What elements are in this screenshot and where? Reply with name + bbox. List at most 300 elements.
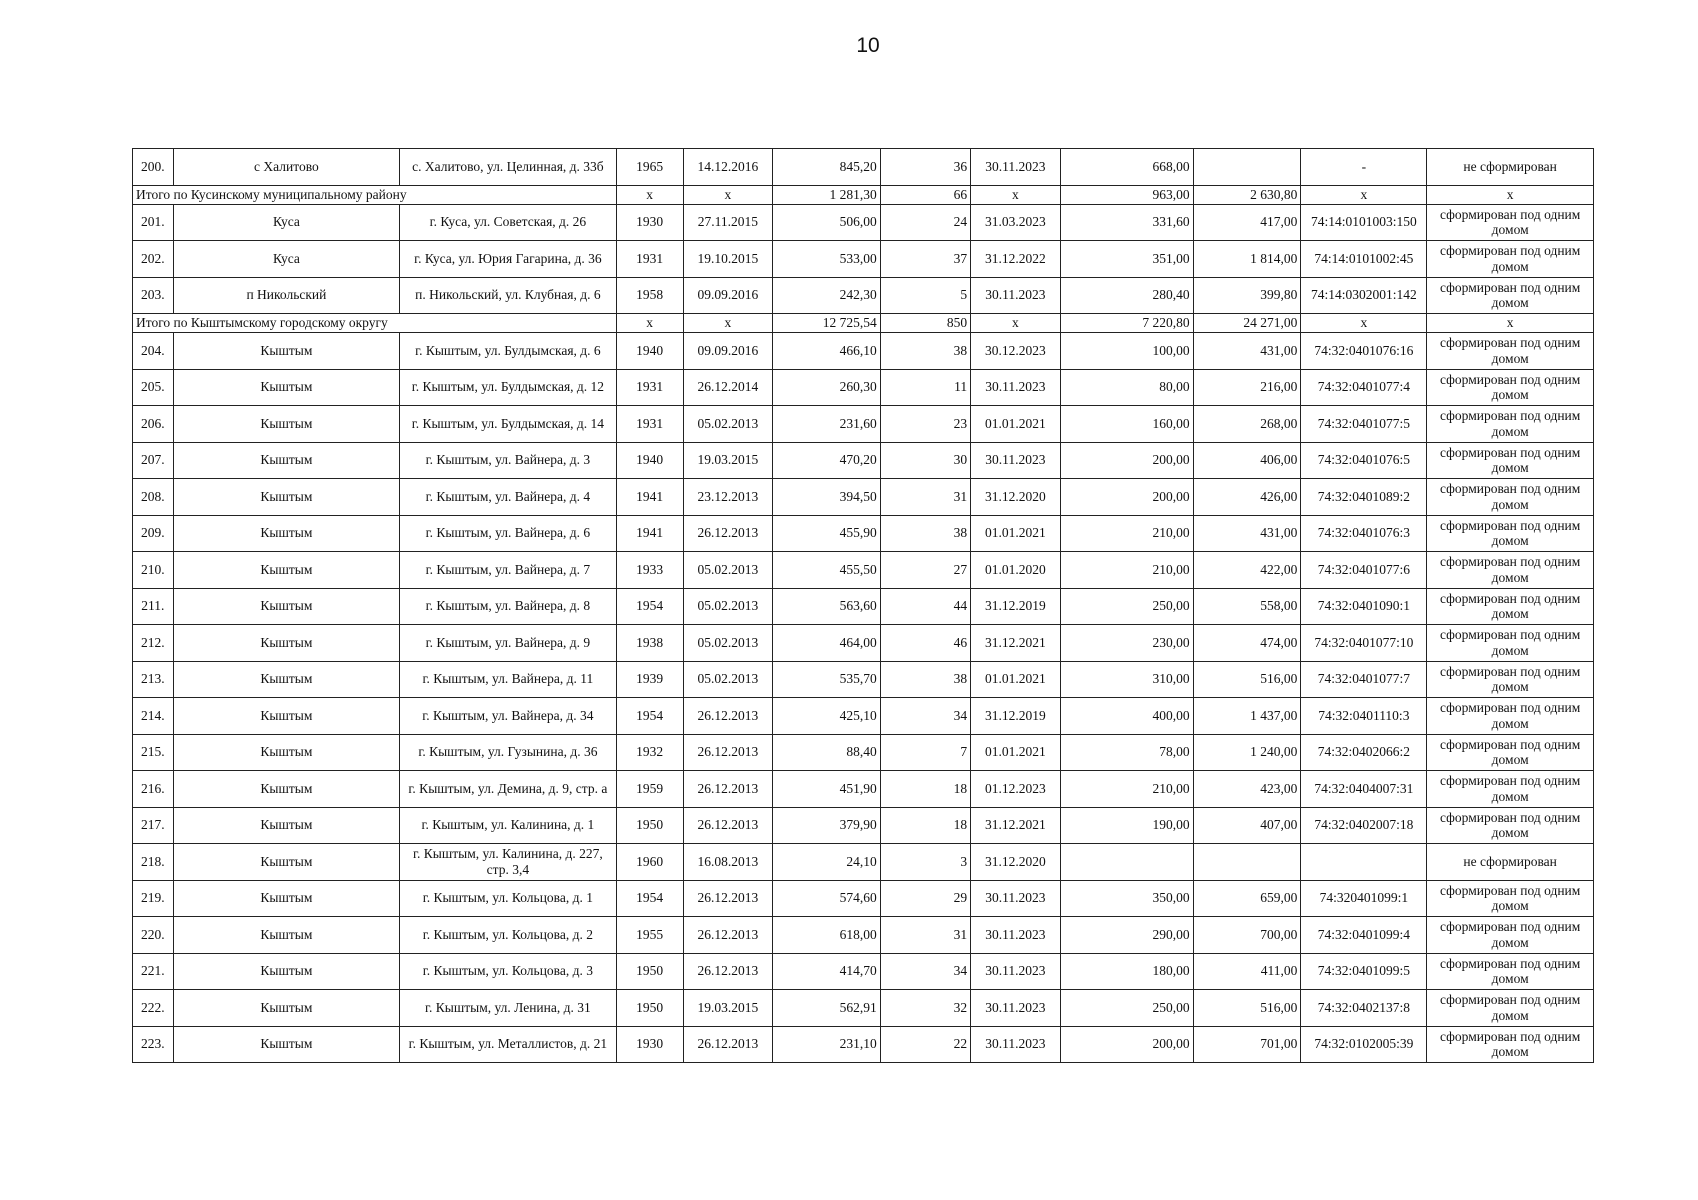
cell-year: 1941 bbox=[616, 479, 683, 516]
cell-year: 1932 bbox=[616, 734, 683, 771]
cell-year: 1950 bbox=[616, 807, 683, 844]
cell-year: 1959 bbox=[616, 771, 683, 808]
cell-area: 845,20 bbox=[773, 149, 881, 186]
cell-residents: 32 bbox=[880, 990, 970, 1027]
cell-deadline: 31.12.2021 bbox=[971, 807, 1060, 844]
cell-residents: 44 bbox=[880, 588, 970, 625]
cell-value-1: 180,00 bbox=[1060, 953, 1193, 990]
cell-date: 16.08.2013 bbox=[683, 844, 772, 881]
cell-residents: 38 bbox=[880, 333, 970, 370]
cell-deadline: 01.01.2020 bbox=[971, 552, 1060, 589]
cell-number: 219. bbox=[133, 880, 174, 917]
cell-number: 208. bbox=[133, 479, 174, 516]
cell-cadastral: 74:32:0401090:1 bbox=[1301, 588, 1427, 625]
cell-value-1: 280,40 bbox=[1060, 277, 1193, 314]
cell-year: 1940 bbox=[616, 442, 683, 479]
cell-date: 26.12.2013 bbox=[683, 807, 772, 844]
cell-cadastral: 74:32:0402007:18 bbox=[1301, 807, 1427, 844]
cell-status: сформирован под одним домом bbox=[1427, 698, 1594, 735]
table-row bbox=[133, 917, 1594, 954]
cell-number: 222. bbox=[133, 990, 174, 1027]
cell-year: 1930 bbox=[616, 1026, 683, 1063]
cell-value-1: 250,00 bbox=[1060, 990, 1193, 1027]
cell-value-1: 310,00 bbox=[1060, 661, 1193, 698]
cell-number: 215. bbox=[133, 734, 174, 771]
cell-deadline: 31.12.2022 bbox=[971, 241, 1060, 278]
cell-settlement: Кыштым bbox=[173, 515, 400, 552]
cell-value-1: 7 220,80 bbox=[1060, 314, 1193, 333]
cell-cadastral: 74:32:0102005:39 bbox=[1301, 1026, 1427, 1063]
cell-settlement: Кыштым bbox=[173, 807, 400, 844]
cell-value-2: 659,00 bbox=[1193, 880, 1301, 917]
cell-area: 414,70 bbox=[773, 953, 881, 990]
cell-area: 231,60 bbox=[773, 406, 881, 443]
table-row bbox=[133, 369, 1594, 406]
cell-year: 1955 bbox=[616, 917, 683, 954]
cell-settlement: п Никольский bbox=[173, 277, 400, 314]
cell-area: 1 281,30 bbox=[773, 185, 881, 204]
cell-status: сформирован под одним домом bbox=[1427, 953, 1594, 990]
cell-deadline: 31.12.2020 bbox=[971, 844, 1060, 881]
cell-date: 26.12.2014 bbox=[683, 369, 772, 406]
cell-number: 217. bbox=[133, 807, 174, 844]
cell-residents: 66 bbox=[880, 185, 970, 204]
cell-number: 204. bbox=[133, 333, 174, 370]
cell-cadastral: 74:14:0302001:142 bbox=[1301, 277, 1427, 314]
cell-status: сформирован под одним домом bbox=[1427, 990, 1594, 1027]
cell-status: сформирован под одним домом bbox=[1427, 588, 1594, 625]
cell-value-2: 268,00 bbox=[1193, 406, 1301, 443]
cell-date: 05.02.2013 bbox=[683, 625, 772, 662]
cell-cadastral: 74:32:0404007:31 bbox=[1301, 771, 1427, 808]
cell-date: 27.11.2015 bbox=[683, 204, 772, 241]
cell-year: 1938 bbox=[616, 625, 683, 662]
cell-date: 26.12.2013 bbox=[683, 953, 772, 990]
cell-settlement: Кыштым bbox=[173, 990, 400, 1027]
cell-value-1: 230,00 bbox=[1060, 625, 1193, 662]
cell-status: сформирован под одним домом bbox=[1427, 515, 1594, 552]
cell-settlement: Кыштым bbox=[173, 552, 400, 589]
cell-cadastral: 74:32:0401076:16 bbox=[1301, 333, 1427, 370]
cell-year: 1954 bbox=[616, 880, 683, 917]
table-row bbox=[133, 844, 1594, 881]
cell-deadline: 01.12.2023 bbox=[971, 771, 1060, 808]
cell-date: 14.12.2016 bbox=[683, 149, 772, 186]
cell-cadastral: - bbox=[1301, 149, 1427, 186]
cell-area: 535,70 bbox=[773, 661, 881, 698]
housing-register-table bbox=[132, 148, 1594, 1063]
cell-value-2: 474,00 bbox=[1193, 625, 1301, 662]
cell-value-2: 407,00 bbox=[1193, 807, 1301, 844]
cell-status: сформирован под одним домом bbox=[1427, 277, 1594, 314]
cell-status: сформирован под одним домом bbox=[1427, 734, 1594, 771]
cell-year: 1958 bbox=[616, 277, 683, 314]
cell-value-1: 350,00 bbox=[1060, 880, 1193, 917]
cell-number: 213. bbox=[133, 661, 174, 698]
cell-deadline: 30.12.2023 bbox=[971, 333, 1060, 370]
cell-area: 24,10 bbox=[773, 844, 881, 881]
cell-area: 574,60 bbox=[773, 880, 881, 917]
cell-number: 220. bbox=[133, 917, 174, 954]
cell-status: сформирован под одним домом bbox=[1427, 406, 1594, 443]
cell-value-2: 1 437,00 bbox=[1193, 698, 1301, 735]
cell-status: сформирован под одним домом bbox=[1427, 661, 1594, 698]
table-row bbox=[133, 333, 1594, 370]
cell-number: 205. bbox=[133, 369, 174, 406]
cell-value-2 bbox=[1193, 844, 1301, 881]
cell-date: 09.09.2016 bbox=[683, 277, 772, 314]
cell-cadastral: 74:32:0402137:8 bbox=[1301, 990, 1427, 1027]
cell-number: 221. bbox=[133, 953, 174, 990]
cell-residents: 27 bbox=[880, 552, 970, 589]
cell-settlement: Кыштым bbox=[173, 953, 400, 990]
cell-settlement: Кыштым bbox=[173, 698, 400, 735]
cell-residents: 18 bbox=[880, 771, 970, 808]
cell-area: 12 725,54 bbox=[773, 314, 881, 333]
cell-deadline: 01.01.2021 bbox=[971, 406, 1060, 443]
total-row bbox=[133, 185, 1594, 204]
cell-value-2: 701,00 bbox=[1193, 1026, 1301, 1063]
cell-status: сформирован под одним домом bbox=[1427, 369, 1594, 406]
cell-number: 216. bbox=[133, 771, 174, 808]
cell-status: сформирован под одним домом bbox=[1427, 204, 1594, 241]
cell-date: 26.12.2013 bbox=[683, 698, 772, 735]
table-row bbox=[133, 990, 1594, 1027]
cell-value-1: 190,00 bbox=[1060, 807, 1193, 844]
cell-date: 05.02.2013 bbox=[683, 406, 772, 443]
cell-value-1: 351,00 bbox=[1060, 241, 1193, 278]
cell-number: 200. bbox=[133, 149, 174, 186]
cell-address: п. Никольский, ул. Клубная, д. 6 bbox=[400, 277, 616, 314]
cell-date: x bbox=[683, 314, 772, 333]
cell-date: x bbox=[683, 185, 772, 204]
cell-value-2: 411,00 bbox=[1193, 953, 1301, 990]
cell-value-1: 210,00 bbox=[1060, 552, 1193, 589]
cell-area: 562,91 bbox=[773, 990, 881, 1027]
cell-area: 455,90 bbox=[773, 515, 881, 552]
cell-year: 1930 bbox=[616, 204, 683, 241]
cell-address: г. Кыштым, ул. Демина, д. 9, стр. а bbox=[400, 771, 616, 808]
cell-value-2: 423,00 bbox=[1193, 771, 1301, 808]
cell-residents: 37 bbox=[880, 241, 970, 278]
cell-value-1: 668,00 bbox=[1060, 149, 1193, 186]
cell-area: 506,00 bbox=[773, 204, 881, 241]
cell-year: 1950 bbox=[616, 953, 683, 990]
table-row bbox=[133, 515, 1594, 552]
cell-value-2: 417,00 bbox=[1193, 204, 1301, 241]
cell-settlement: Кыштым bbox=[173, 625, 400, 662]
cell-settlement: Кыштым bbox=[173, 771, 400, 808]
cell-settlement: Кыштым bbox=[173, 917, 400, 954]
cell-date: 19.03.2015 bbox=[683, 990, 772, 1027]
cell-status: сформирован под одним домом bbox=[1427, 625, 1594, 662]
table-row bbox=[133, 807, 1594, 844]
cell-number: 207. bbox=[133, 442, 174, 479]
cell-address: г. Кыштым, ул. Кольцова, д. 3 bbox=[400, 953, 616, 990]
cell-date: 26.12.2013 bbox=[683, 917, 772, 954]
cell-number: 212. bbox=[133, 625, 174, 662]
cell-status: сформирован под одним домом bbox=[1427, 241, 1594, 278]
cell-deadline: 30.11.2023 bbox=[971, 953, 1060, 990]
cell-address: г. Кыштым, ул. Вайнера, д. 8 bbox=[400, 588, 616, 625]
cell-cadastral: 74:32:0401077:7 bbox=[1301, 661, 1427, 698]
cell-cadastral: 74:14:0101002:45 bbox=[1301, 241, 1427, 278]
table-row bbox=[133, 588, 1594, 625]
cell-area: 464,00 bbox=[773, 625, 881, 662]
cell-deadline: 30.11.2023 bbox=[971, 917, 1060, 954]
cell-status: сформирован под одним домом bbox=[1427, 880, 1594, 917]
table-row bbox=[133, 241, 1594, 278]
table-row bbox=[133, 953, 1594, 990]
cell-settlement: Кыштым bbox=[173, 844, 400, 881]
cell-cadastral: 74:320401099:1 bbox=[1301, 880, 1427, 917]
cell-deadline: 31.03.2023 bbox=[971, 204, 1060, 241]
cell-residents: 5 bbox=[880, 277, 970, 314]
cell-year: 1965 bbox=[616, 149, 683, 186]
table-row bbox=[133, 661, 1594, 698]
cell-cadastral: 74:32:0401076:3 bbox=[1301, 515, 1427, 552]
cell-status: сформирован под одним домом bbox=[1427, 333, 1594, 370]
cell-value-2: 216,00 bbox=[1193, 369, 1301, 406]
cell-value-1: 200,00 bbox=[1060, 1026, 1193, 1063]
table-row bbox=[133, 552, 1594, 589]
cell-value-2: 422,00 bbox=[1193, 552, 1301, 589]
cell-value-1: 210,00 bbox=[1060, 771, 1193, 808]
cell-value-1: 200,00 bbox=[1060, 479, 1193, 516]
cell-residents: 18 bbox=[880, 807, 970, 844]
cell-number: 214. bbox=[133, 698, 174, 735]
cell-status: x bbox=[1427, 185, 1594, 204]
cell-residents: 34 bbox=[880, 953, 970, 990]
cell-deadline: 31.12.2019 bbox=[971, 588, 1060, 625]
table-row bbox=[133, 734, 1594, 771]
cell-date: 26.12.2013 bbox=[683, 734, 772, 771]
cell-value-2 bbox=[1193, 149, 1301, 186]
cell-settlement: Кыштым bbox=[173, 369, 400, 406]
cell-number: 218. bbox=[133, 844, 174, 881]
cell-area: 242,30 bbox=[773, 277, 881, 314]
table-row bbox=[133, 406, 1594, 443]
cell-value-1 bbox=[1060, 844, 1193, 881]
cell-settlement: Кыштым bbox=[173, 479, 400, 516]
cell-cadastral: 74:32:0401099:4 bbox=[1301, 917, 1427, 954]
cell-address: г. Куса, ул. Советская, д. 26 bbox=[400, 204, 616, 241]
cell-value-2: 24 271,00 bbox=[1193, 314, 1301, 333]
cell-residents: 7 bbox=[880, 734, 970, 771]
cell-date: 23.12.2013 bbox=[683, 479, 772, 516]
cell-deadline: 31.12.2020 bbox=[971, 479, 1060, 516]
table-row bbox=[133, 771, 1594, 808]
cell-settlement: Куса bbox=[173, 241, 400, 278]
cell-address: г. Кыштым, ул. Кольцова, д. 1 bbox=[400, 880, 616, 917]
cell-area: 88,40 bbox=[773, 734, 881, 771]
cell-cadastral bbox=[1301, 844, 1427, 881]
cell-year: 1933 bbox=[616, 552, 683, 589]
cell-deadline: x bbox=[971, 314, 1060, 333]
cell-year: 1960 bbox=[616, 844, 683, 881]
cell-date: 26.12.2013 bbox=[683, 515, 772, 552]
cell-status: не сформирован bbox=[1427, 844, 1594, 881]
cell-year: x bbox=[616, 314, 683, 333]
cell-date: 09.09.2016 bbox=[683, 333, 772, 370]
cell-value-1: 200,00 bbox=[1060, 442, 1193, 479]
cell-value-2: 1 240,00 bbox=[1193, 734, 1301, 771]
table-row bbox=[133, 204, 1594, 241]
cell-residents: 34 bbox=[880, 698, 970, 735]
cell-address: г. Кыштым, ул. Вайнера, д. 11 bbox=[400, 661, 616, 698]
cell-value-1: 400,00 bbox=[1060, 698, 1193, 735]
cell-area: 425,10 bbox=[773, 698, 881, 735]
cell-cadastral: x bbox=[1301, 185, 1427, 204]
cell-cadastral: 74:32:0401110:3 bbox=[1301, 698, 1427, 735]
cell-residents: 31 bbox=[880, 479, 970, 516]
cell-year: 1954 bbox=[616, 698, 683, 735]
cell-cadastral: 74:32:0401099:5 bbox=[1301, 953, 1427, 990]
table-row bbox=[133, 1026, 1594, 1063]
cell-date: 26.12.2013 bbox=[683, 880, 772, 917]
cell-value-2: 426,00 bbox=[1193, 479, 1301, 516]
cell-year: x bbox=[616, 185, 683, 204]
cell-residents: 29 bbox=[880, 880, 970, 917]
cell-area: 470,20 bbox=[773, 442, 881, 479]
cell-status: сформирован под одним домом bbox=[1427, 479, 1594, 516]
cell-residents: 36 bbox=[880, 149, 970, 186]
cell-address: г. Кыштым, ул. Вайнера, д. 3 bbox=[400, 442, 616, 479]
cell-area: 533,00 bbox=[773, 241, 881, 278]
cell-status: сформирован под одним домом bbox=[1427, 771, 1594, 808]
cell-residents: 46 bbox=[880, 625, 970, 662]
cell-value-2: 399,80 bbox=[1193, 277, 1301, 314]
cell-value-2: 558,00 bbox=[1193, 588, 1301, 625]
table-row bbox=[133, 149, 1594, 186]
cell-deadline: 30.11.2023 bbox=[971, 369, 1060, 406]
cell-status: сформирован под одним домом bbox=[1427, 917, 1594, 954]
cell-area: 451,90 bbox=[773, 771, 881, 808]
cell-address: с. Халитово, ул. Целинная, д. 33б bbox=[400, 149, 616, 186]
cell-area: 260,30 bbox=[773, 369, 881, 406]
cell-value-1: 250,00 bbox=[1060, 588, 1193, 625]
cell-residents: 38 bbox=[880, 661, 970, 698]
cell-year: 1954 bbox=[616, 588, 683, 625]
cell-area: 563,60 bbox=[773, 588, 881, 625]
cell-address: г. Кыштым, ул. Гузынина, д. 36 bbox=[400, 734, 616, 771]
cell-area: 379,90 bbox=[773, 807, 881, 844]
cell-value-1: 80,00 bbox=[1060, 369, 1193, 406]
cell-address: г. Кыштым, ул. Вайнера, д. 6 bbox=[400, 515, 616, 552]
table-row bbox=[133, 277, 1594, 314]
cell-address: г. Кыштым, ул. Булдымская, д. 14 bbox=[400, 406, 616, 443]
cell-year: 1941 bbox=[616, 515, 683, 552]
cell-cadastral: 74:32:0401077:4 bbox=[1301, 369, 1427, 406]
cell-settlement: Куса bbox=[173, 204, 400, 241]
cell-address: г. Кыштым, ул. Калинина, д. 1 bbox=[400, 807, 616, 844]
cell-status: сформирован под одним домом bbox=[1427, 442, 1594, 479]
cell-address: г. Кыштым, ул. Вайнера, д. 9 bbox=[400, 625, 616, 662]
cell-address: г. Кыштым, ул. Калинина, д. 227, стр. 3,4 bbox=[400, 844, 616, 881]
cell-year: 1940 bbox=[616, 333, 683, 370]
cell-value-2: 700,00 bbox=[1193, 917, 1301, 954]
cell-deadline: 30.11.2023 bbox=[971, 990, 1060, 1027]
table-row bbox=[133, 479, 1594, 516]
cell-year: 1950 bbox=[616, 990, 683, 1027]
cell-status: сформирован под одним домом bbox=[1427, 1026, 1594, 1063]
cell-year: 1931 bbox=[616, 241, 683, 278]
cell-status: сформирован под одним домом bbox=[1427, 552, 1594, 589]
cell-address: г. Кыштым, ул. Ленина, д. 31 bbox=[400, 990, 616, 1027]
cell-settlement: Кыштым bbox=[173, 406, 400, 443]
table-body bbox=[133, 149, 1594, 1063]
cell-date: 05.02.2013 bbox=[683, 552, 772, 589]
cell-residents: 23 bbox=[880, 406, 970, 443]
cell-settlement: Кыштым bbox=[173, 1026, 400, 1063]
cell-deadline: 30.11.2023 bbox=[971, 880, 1060, 917]
cell-deadline: 01.01.2021 bbox=[971, 734, 1060, 771]
cell-settlement: Кыштым bbox=[173, 333, 400, 370]
cell-area: 231,10 bbox=[773, 1026, 881, 1063]
cell-value-2: 431,00 bbox=[1193, 515, 1301, 552]
page-number: 10 bbox=[856, 34, 880, 57]
cell-number: 210. bbox=[133, 552, 174, 589]
cell-deadline: 01.01.2021 bbox=[971, 515, 1060, 552]
cell-cadastral: 74:32:0401077:6 bbox=[1301, 552, 1427, 589]
cell-address: г. Кыштым, ул. Вайнера, д. 4 bbox=[400, 479, 616, 516]
cell-number: 211. bbox=[133, 588, 174, 625]
cell-value-1: 331,60 bbox=[1060, 204, 1193, 241]
cell-value-1: 160,00 bbox=[1060, 406, 1193, 443]
cell-residents: 30 bbox=[880, 442, 970, 479]
cell-cadastral: 74:32:0401077:5 bbox=[1301, 406, 1427, 443]
cell-date: 05.02.2013 bbox=[683, 661, 772, 698]
cell-cadastral: 74:32:0401077:10 bbox=[1301, 625, 1427, 662]
cell-area: 466,10 bbox=[773, 333, 881, 370]
cell-date: 26.12.2013 bbox=[683, 771, 772, 808]
cell-year: 1939 bbox=[616, 661, 683, 698]
cell-address: г. Кыштым, ул. Металлистов, д. 21 bbox=[400, 1026, 616, 1063]
cell-value-1: 78,00 bbox=[1060, 734, 1193, 771]
cell-residents: 3 bbox=[880, 844, 970, 881]
cell-address: г. Кыштым, ул. Булдымская, д. 12 bbox=[400, 369, 616, 406]
cell-deadline: 31.12.2021 bbox=[971, 625, 1060, 662]
cell-number: 223. bbox=[133, 1026, 174, 1063]
cell-deadline: 30.11.2023 bbox=[971, 149, 1060, 186]
total-label: Итого по Кусинскому муниципальному району bbox=[133, 185, 617, 204]
table-row bbox=[133, 698, 1594, 735]
cell-value-2: 431,00 bbox=[1193, 333, 1301, 370]
cell-settlement: Кыштым bbox=[173, 661, 400, 698]
cell-deadline: 30.11.2023 bbox=[971, 442, 1060, 479]
cell-cadastral: 74:32:0402066:2 bbox=[1301, 734, 1427, 771]
cell-residents: 11 bbox=[880, 369, 970, 406]
cell-number: 206. bbox=[133, 406, 174, 443]
cell-residents: 31 bbox=[880, 917, 970, 954]
table-row bbox=[133, 442, 1594, 479]
table-row bbox=[133, 625, 1594, 662]
cell-area: 618,00 bbox=[773, 917, 881, 954]
cell-area: 394,50 bbox=[773, 479, 881, 516]
cell-value-2: 516,00 bbox=[1193, 661, 1301, 698]
cell-cadastral: 74:14:0101003:150 bbox=[1301, 204, 1427, 241]
cell-address: г. Кыштым, ул. Кольцова, д. 2 bbox=[400, 917, 616, 954]
cell-cadastral: x bbox=[1301, 314, 1427, 333]
cell-value-1: 963,00 bbox=[1060, 185, 1193, 204]
cell-date: 19.10.2015 bbox=[683, 241, 772, 278]
cell-status: не сформирован bbox=[1427, 149, 1594, 186]
cell-residents: 24 bbox=[880, 204, 970, 241]
cell-deadline: 31.12.2019 bbox=[971, 698, 1060, 735]
table-row bbox=[133, 880, 1594, 917]
cell-deadline: 30.11.2023 bbox=[971, 1026, 1060, 1063]
cell-number: 202. bbox=[133, 241, 174, 278]
